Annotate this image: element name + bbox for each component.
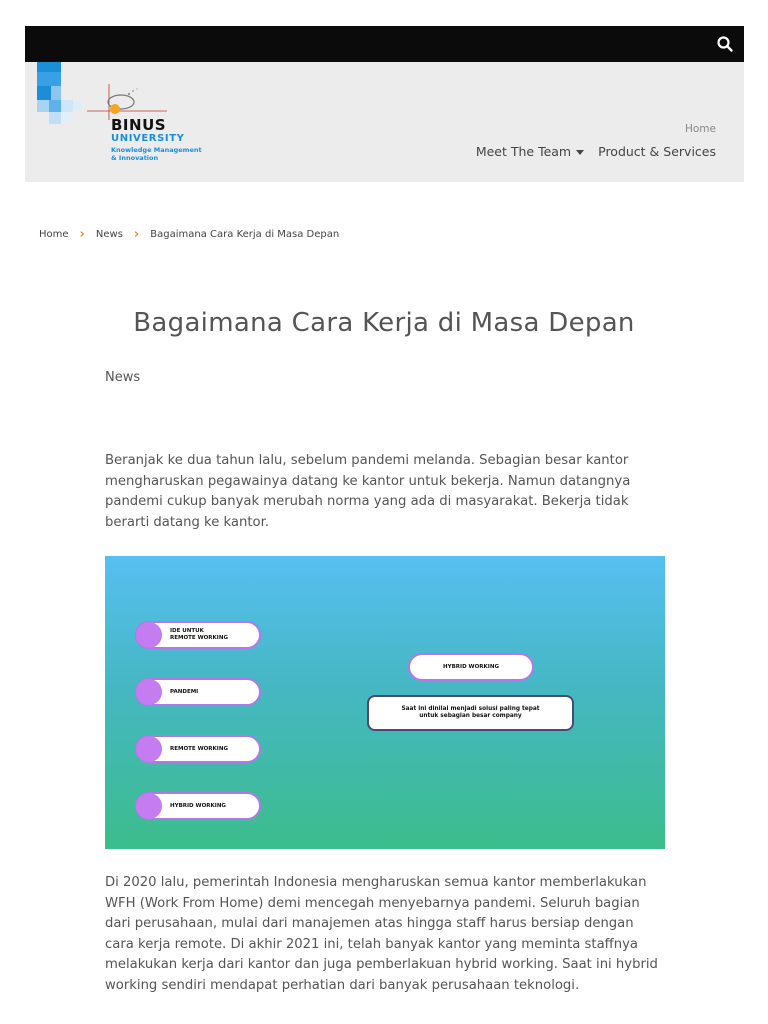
article-figure — [105, 556, 665, 849]
logo-wordmark: BINUS — [111, 116, 167, 134]
logo-emblem-icon — [85, 80, 175, 120]
logo-division-line1: Knowledge Management — [111, 146, 202, 154]
main-nav — [476, 144, 716, 159]
nav-meet-the-team-label: Meet The Team — [475, 144, 572, 159]
caret-down-icon — [576, 150, 584, 155]
figure-item-ide — [135, 621, 261, 649]
figure-item-line1: IDE UNTUK — [170, 628, 204, 634]
top-bar — [25, 26, 744, 62]
breadcrumb — [39, 227, 339, 242]
logo-division-line2: & Innovation — [111, 154, 159, 162]
breadcrumb-home[interactable]: Home — [39, 229, 69, 240]
purple-dot-icon — [136, 622, 162, 648]
search-icon[interactable] — [716, 35, 734, 53]
purple-dot-icon — [136, 736, 162, 762]
chevron-right-icon: › — [133, 227, 140, 242]
site-header — [25, 62, 744, 182]
figure-note-box — [367, 695, 574, 731]
figure-note-line1: Saat ini dinilai menjadi solusi paling tepat — [401, 705, 540, 712]
figure-item-label: PANDEMI — [170, 688, 199, 695]
nav-product-services[interactable]: Product & Services — [598, 144, 716, 159]
chevron-right-icon: › — [79, 227, 85, 242]
figure-item-label: REMOTE WORKING — [170, 745, 228, 752]
figure-highlight-box: HYBRID WORKING — [408, 653, 534, 681]
article-paragraph-2: Di 2020 lalu, pemerintah Indonesia mengharuskan semua kantor memberlakukan WFH (Work From Home) demi mencegah menyebarnya pandemi. Seluruh bagian dari perusahaan, mulai dari manajemen atas hingga staff harus bersiap dengan cara kerja remote. Di akhir 2021 ini, telah banyak kantor yang meminta staffnya melakukan kerja dari kantor dan juga pemberlakuan hybrid working. Saat ini hybrid working sendiri mendapat perhatian dari banyak perusahaan teknologi. — [105, 875, 658, 993]
figure-item-label: HYBRID WORKING — [170, 802, 226, 809]
binus-logo[interactable] — [85, 80, 245, 170]
logo-university: UNIVERSITY — [111, 133, 185, 144]
logo-division — [111, 146, 202, 162]
figure-item-pandemi — [135, 678, 261, 706]
breadcrumb-news[interactable]: News — [95, 229, 123, 240]
purple-dot-icon — [136, 679, 162, 705]
figure-note-line2: untuk sebagian besar company — [419, 713, 522, 719]
figure-item-remote — [135, 735, 261, 763]
figure-item-line2: REMOTE WORKING — [170, 635, 228, 641]
purple-dot-icon — [136, 793, 162, 819]
article-category[interactable]: News — [105, 370, 141, 385]
figure-item-hybrid — [135, 792, 261, 820]
breadcrumb-current: Bagaimana Cara Kerja di Masa Depan — [150, 229, 340, 240]
nav-meet-the-team[interactable] — [476, 144, 584, 159]
nav-home-link[interactable]: Home — [684, 123, 716, 135]
article-paragraph-1: Beranjak ke dua tahun lalu, sebelum pandemi melanda. Sebagian besar kantor mengharuskan pegawainya datang ke kantor untuk bekerja. Namun datangnya pandemi cukup banyak merubah norma yang ada di masyarakat. Bekerja tidak berarti datang ke kantor. — [105, 453, 631, 530]
page-title: Bagaimana Cara Kerja di Masa Depan — [133, 308, 635, 338]
figure-item-label — [170, 623, 228, 647]
